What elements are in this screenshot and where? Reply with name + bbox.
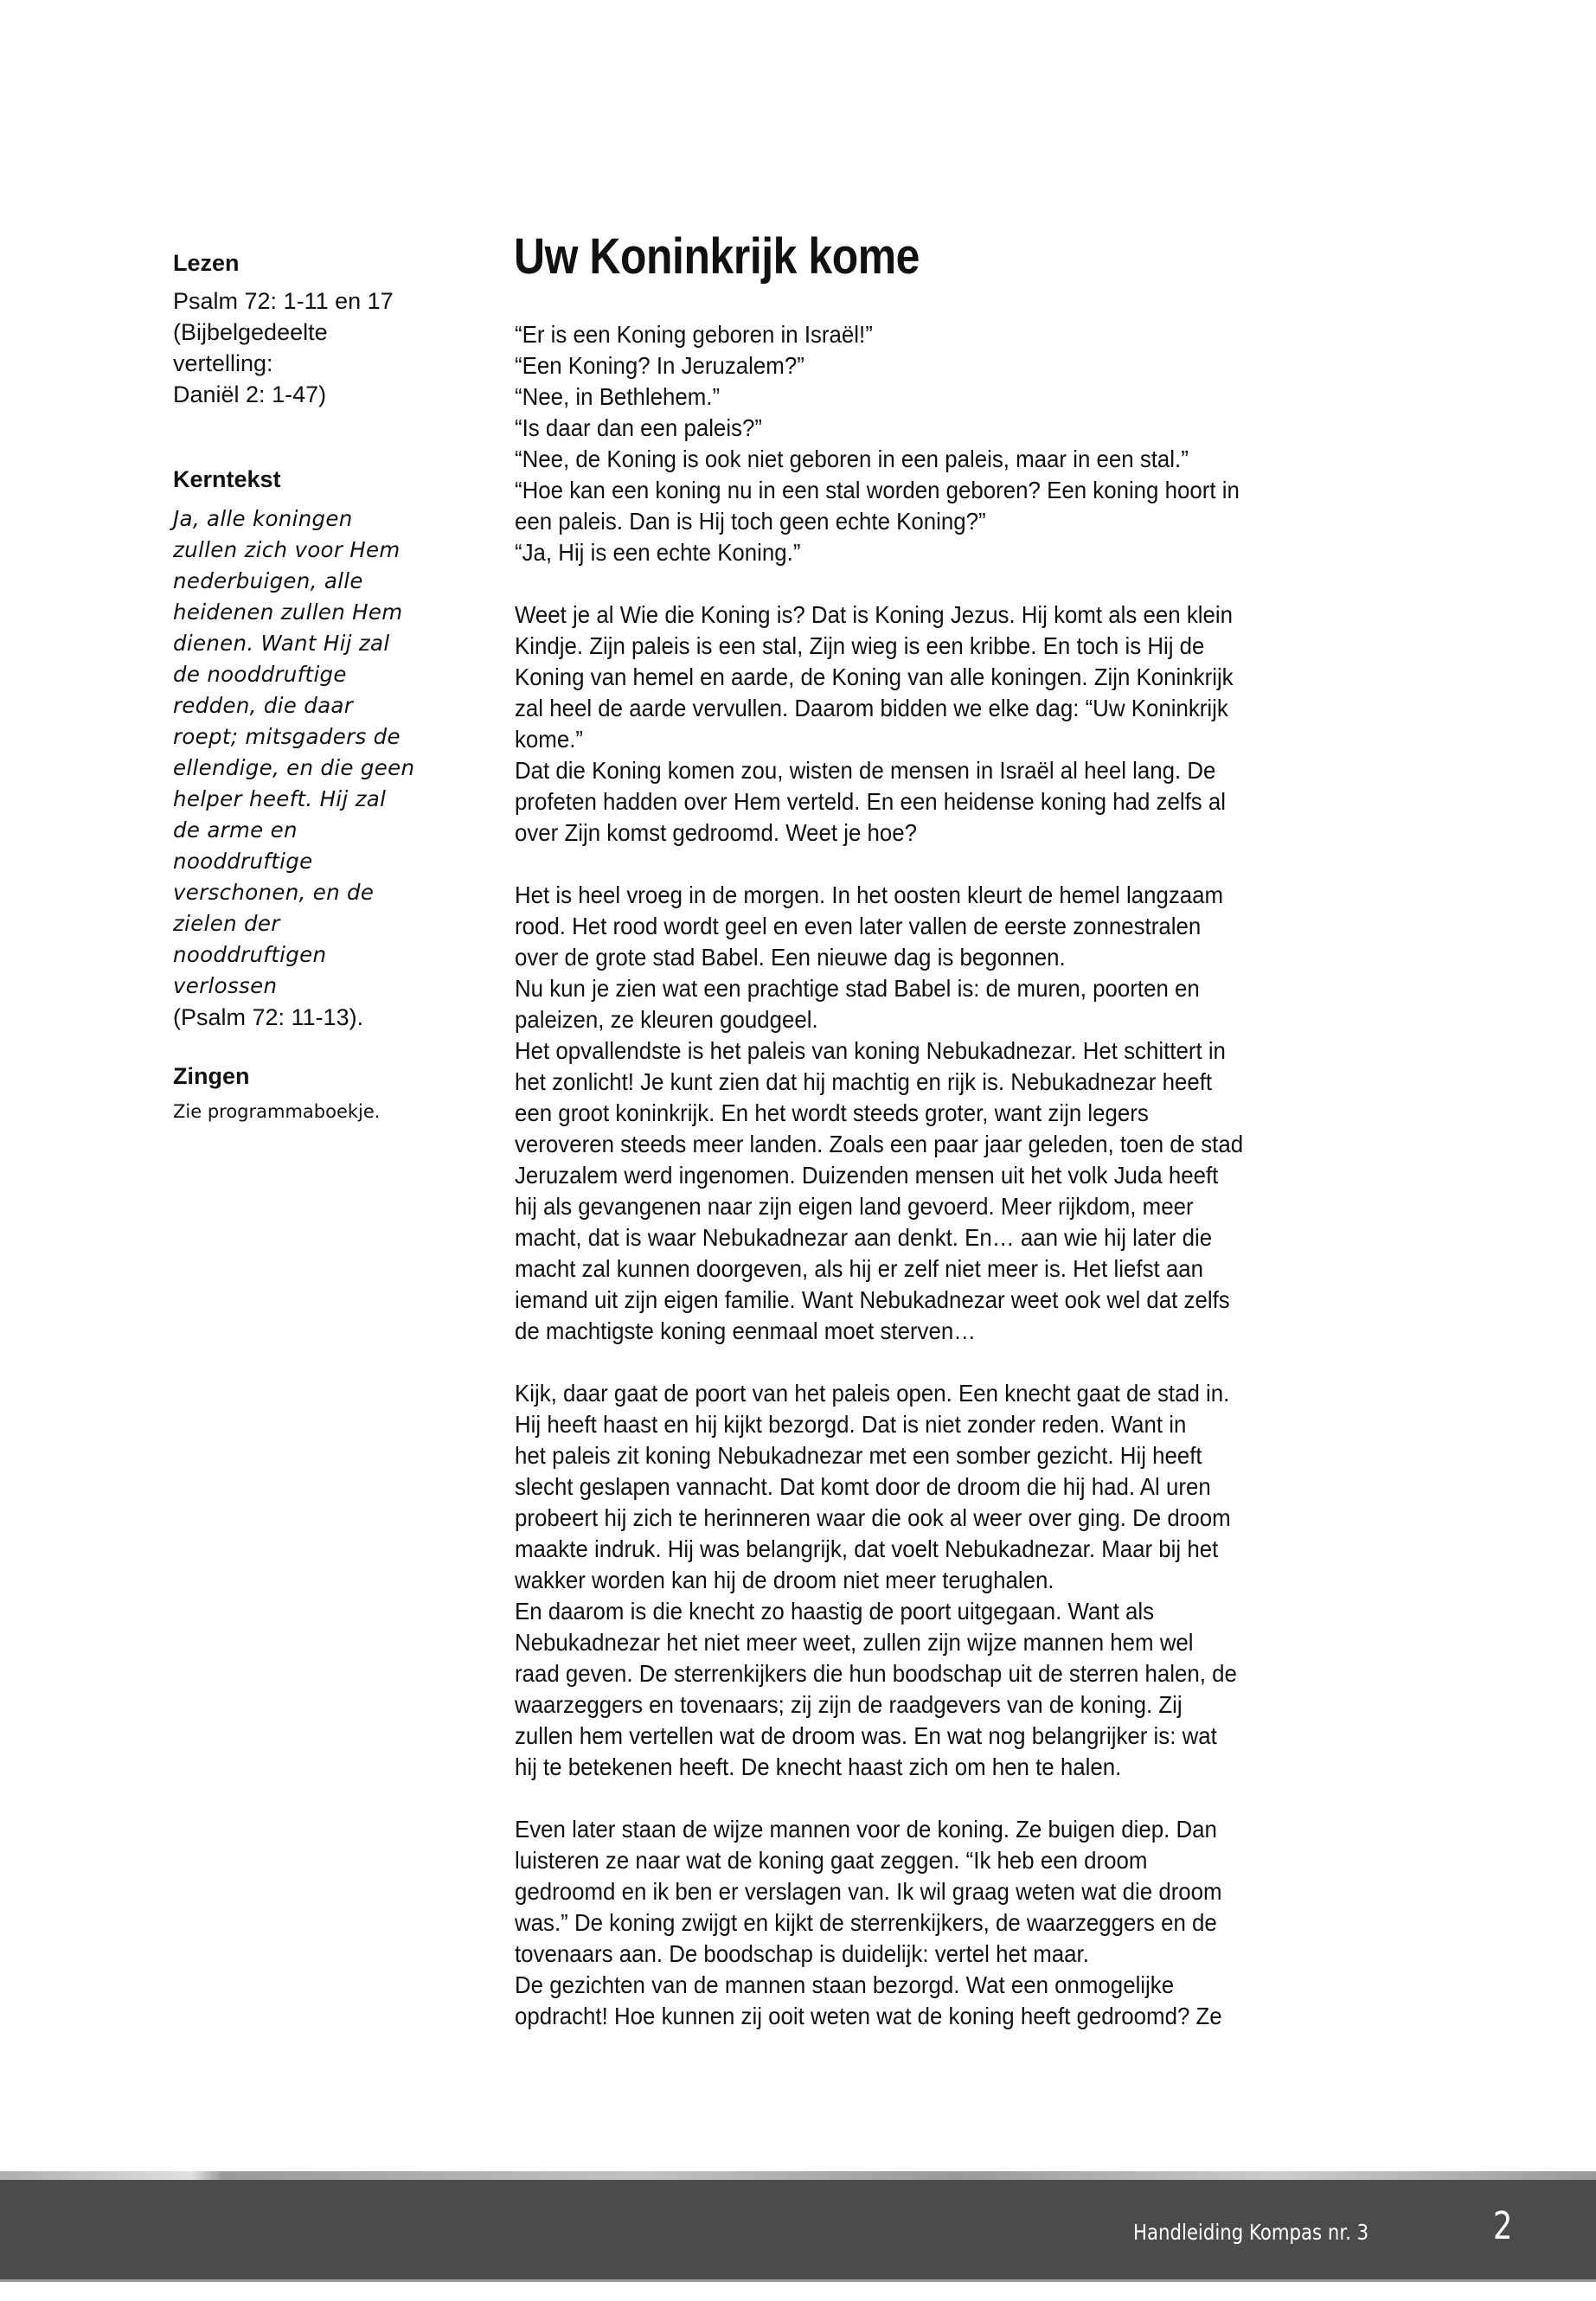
text-line: Koning van hemel en aarde, de Koning van alle koningen. Zijn Koninkrijk	[515, 663, 1234, 690]
text-line: luisteren ze naar wat de koning gaat zeggen. “Ik heb een droom	[515, 1847, 1148, 1874]
text-line: “Nee, de Koning is ook niet geboren in een paleis, maar in een stal.”	[515, 445, 1189, 472]
kerntekst-line: ellendige, en die geen	[173, 755, 415, 780]
kerntekst-line: zullen zich voor Hem	[173, 537, 401, 562]
kerntekst-line: nooddruftigen	[173, 942, 327, 967]
kerntekst-line: verschonen, en de	[173, 880, 375, 905]
lezen-text	[173, 285, 458, 410]
kerntekst-line: Ja, alle koningen	[173, 506, 353, 531]
text-line: “Nee, in Bethlehem.”	[515, 383, 721, 410]
text-line: waarzeggers en tovenaars; zij zijn de raadgevers van de koning. Zij	[515, 1691, 1183, 1718]
text-line: Weet je al Wie die Koning is? Dat is Koning Jezus. Hij komt als een klein	[515, 601, 1233, 628]
text-line: Nebukadnezar het niet meer weet, zullen zijn wijze mannen hem wel	[515, 1629, 1194, 1656]
text-line: veroveren steeds meer landen. Zoals een paar jaar geleden, toen de stad	[515, 1131, 1244, 1157]
kerntekst-line: redden, die daar	[173, 693, 354, 718]
kerntekst-line: nederbuigen, alle	[173, 568, 363, 593]
text-line	[515, 1783, 1376, 1814]
text-line: profeten hadden over Hem verteld. En een heidense koning had zelfs al	[515, 788, 1227, 815]
text-line: was.” De koning zwijgt en kijkt de sterrenkijkers, de waarzeggers en de	[515, 1909, 1217, 1936]
text-line	[515, 568, 1376, 599]
text-line: over Zijn komst gedroomd. Weet je hoe?	[515, 819, 918, 846]
text-line: “Is daar dan een paleis?”	[515, 414, 762, 441]
kerntekst-line: de arme en	[173, 817, 298, 843]
zingen-text: Zie programmaboekje.	[173, 1101, 381, 1122]
text-line: macht zal kunnen doorgeven, als hij er zelf niet meer is. Het liefst aan	[515, 1255, 1204, 1282]
kerntekst-line: roept; mitsgaders de	[173, 724, 401, 749]
text-line: Kijk, daar gaat de poort van het paleis open. Een knecht gaat de stad in.	[515, 1380, 1230, 1407]
text-line: Het opvallendste is het paleis van koning Nebukadnezar. Het schittert in	[515, 1037, 1226, 1064]
text-line: Even later staan de wijze mannen voor de koning. Ze buigen diep. Dan	[515, 1816, 1217, 1843]
sidebar	[173, 247, 458, 1125]
footer-rule	[0, 2279, 1596, 2282]
text-line: macht, dat is waar Nebukadnezar aan denkt. En… aan wie hij later die	[515, 1224, 1213, 1251]
text-line: iemand uit zijn eigen familie. Want Nebukadnezar weet ook wel dat zelfs	[515, 1286, 1230, 1313]
text-line: “Hoe kan een koning nu in een stal worden geboren? Een koning hoort in	[515, 477, 1240, 503]
footer-title: Handleiding Kompas nr. 3	[1133, 2220, 1369, 2245]
text-line: rood. Het rood wordt geel en even later vallen de eerste zonnestralen	[515, 913, 1202, 939]
text-line: kome.”	[515, 726, 584, 753]
text-line: zullen hem vertellen wat de droom was. En wat nog belangrijker is: wat	[515, 1722, 1217, 1749]
text-line: slecht geslapen vannacht. Dat komt door de droom die hij had. Al uren	[515, 1473, 1211, 1500]
text-line: De gezichten van de mannen staan bezorgd. Wat een onmogelijke	[515, 1971, 1175, 1998]
text-line: Kindje. Zijn paleis is een stal, Zijn wieg is een kribbe. En toch is Hij de	[515, 632, 1205, 659]
text-line: opdracht! Hoe kunnen zij ooit weten wat de koning heeft gedroomd? Ze	[515, 2003, 1222, 2029]
kerntekst-reference: (Psalm 72: 11-13).	[173, 1004, 364, 1030]
page-number: 2	[1493, 2204, 1513, 2248]
text-line: “Ja, Hij is een echte Koning.”	[515, 539, 801, 566]
article-title: Uw Koninkrijk kome	[514, 228, 920, 285]
text-line: hij als gevangenen naar zijn eigen land gevoerd. Meer rijkdom, meer	[515, 1193, 1194, 1220]
text-line: een groot koninkrijk. En het wordt steeds groter, want zijn legers	[515, 1099, 1149, 1126]
text-line: Jeruzalem werd ingenomen. Duizenden mensen uit het volk Juda heeft	[515, 1162, 1219, 1189]
text-line: zal heel de aarde vervullen. Daarom bidden we elke dag: “Uw Koninkrijk	[515, 695, 1228, 721]
text-line: het zonlicht! Je kunt zien dat hij machtig en rijk is. Nebukadnezar heeft	[515, 1068, 1213, 1095]
text-line: het paleis zit koning Nebukadnezar met een somber gezicht. Hij heeft	[515, 1442, 1202, 1469]
text-line: En daarom is die knecht zo haastig de poort uitgegaan. Want als	[515, 1598, 1155, 1625]
text-line: Hij heeft haast en hij kijkt bezorgd. Dat is niet zonder reden. Want in	[515, 1411, 1187, 1438]
kerntekst-heading: Kerntekst	[173, 466, 281, 492]
lezen-heading: Lezen	[173, 250, 240, 276]
text-line: paleizen, ze kleuren goudgeel.	[515, 1006, 818, 1033]
text-line: Nu kun je zien wat een prachtige stad Babel is: de muren, poorten en	[515, 975, 1200, 1002]
text-line: de machtigste koning eenmaal moet sterven…	[515, 1317, 977, 1344]
text-line: “Een Koning? In Jeruzalem?”	[515, 352, 804, 379]
kerntekst-line: helper heeft. Hij zal	[173, 786, 387, 811]
text-line: “Er is een Koning geboren in Israël!”	[515, 321, 873, 348]
kerntekst-line: zielen der	[173, 911, 280, 936]
text-line: tovenaars aan. De boodschap is duidelijk: vertel het maar.	[515, 1940, 1089, 1967]
lezen-line: (Bijbelgedeelte	[173, 319, 328, 345]
text-line: gedroomd en ik ben er verslagen van. Ik wil graag weten wat die droom	[515, 1878, 1222, 1905]
text-line: Dat die Koning komen zou, wisten de mensen in Israël al heel lang. De	[515, 757, 1216, 784]
text-line: Het is heel vroeg in de morgen. In het oosten kleurt de hemel langzaam	[515, 881, 1224, 908]
article-body	[515, 319, 1432, 2032]
kerntekst-line: de nooddruftige	[173, 662, 347, 687]
text-line	[515, 1347, 1376, 1378]
kerntekst-line: dienen. Want Hij zal	[173, 631, 390, 656]
text-line: over de grote stad Babel. Een nieuwe dag is begonnen.	[515, 944, 1066, 971]
text-line: raad geven. De sterrenkijkers die hun boodschap uit de sterren halen, de	[515, 1660, 1237, 1687]
lezen-line: Psalm 72: 1-11 en 17	[173, 288, 394, 314]
kerntekst-line: verlossen	[173, 973, 278, 998]
text-line	[515, 849, 1376, 880]
kerntekst-line: nooddruftige	[173, 849, 313, 874]
lezen-line: vertelling:	[173, 350, 273, 376]
kerntekst-text	[173, 503, 458, 1002]
text-line: hij te betekenen heeft. De knecht haast zich om hen te halen.	[515, 1753, 1122, 1780]
text-line: een paleis. Dan is Hij toch geen echte Koning?”	[515, 508, 986, 535]
lezen-line: Daniël 2: 1-47)	[173, 381, 327, 407]
text-line: probeert hij zich te herinneren waar die ook al weer over ging. De droom	[515, 1504, 1231, 1531]
text-line: wakker worden kan hij de droom niet meer terughalen.	[515, 1567, 1054, 1593]
kerntekst-line: heidenen zullen Hem	[173, 599, 403, 625]
zingen-heading: Zingen	[173, 1063, 250, 1089]
text-line: maakte indruk. Hij was belangrijk, dat voelt Nebukadnezar. Maar bij het	[515, 1535, 1219, 1562]
